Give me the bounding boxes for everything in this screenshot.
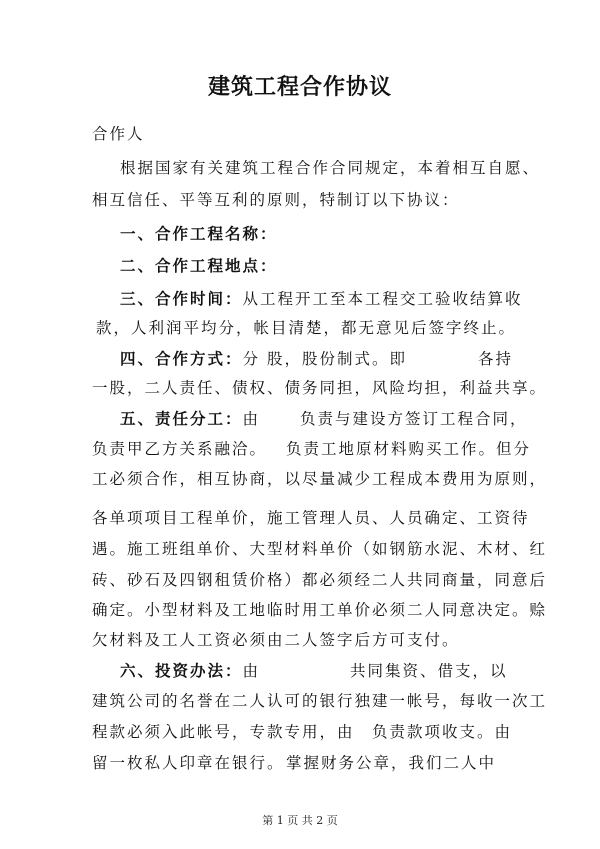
section-3-line-2: 款，人利润平均分，帐目清楚，都无意见后签字终止。 [96,319,517,337]
intro-line-1: 根据国家有关建筑工程合作合同规定，本着相互自愿、 [120,159,541,177]
section-5-text-1a: 由 [242,410,261,428]
section-5-line-5: 遇。施工班组单价、大型材料单价（如钢筋水泥、木材、红 [92,540,548,558]
intro-line-2: 相互信任、平等互利的原则，特制订以下协议： [92,191,460,209]
section-3-text-1: 从工程开工至本工程交工验收结算收 [242,290,523,308]
section-2-label: 二、合作工程地点： [120,256,278,275]
section-6-text-3a: 程款必须入此帐号，专款专用，由 [92,723,355,741]
section-6-line-1 [120,661,260,681]
section-6-text-1b: 共同集资、借支，以 [350,662,508,680]
page-number: 第 1 页 共 2 页 [262,814,338,827]
section-3-label: 三、合作时间： [120,289,243,308]
section-3-line-1 [120,289,523,309]
section-5-line-4: 各单项项目工程单价，施工管理人员、人员确定、工资待 [92,509,530,527]
party-label: 合作人 [92,125,145,143]
section-5-text-1b: 负责与建设方签订工程合同， [300,410,528,428]
section-1-label: 一、合作工程名称： [120,224,278,243]
section-5-label: 五、责任分工： [120,409,243,428]
section-6-text-3b: 负责款项收支。由 [372,723,513,741]
section-5-line-7: 确定。小型材料及工地临时用工单价必须二人同意决定。赊 [92,601,548,619]
section-5-text-2b: 负责工地原材料购买工作。但分 [286,440,532,458]
section-5-line-6: 砖、砂石及四钢租赁价格）都必须经二人共同商量，同意后 [92,571,548,589]
section-6-label: 六、投资办法： [120,661,243,680]
section-4-line-2: 一股，二人责任、债权、债务同担，风险均担，利益共享。 [92,379,548,397]
section-4-text-1a: 分 股，股份制式。即 [242,350,407,368]
document-title: 建筑工程合作协议 [207,74,392,100]
section-4-label: 四、合作方式： [120,349,243,368]
section-6-text-4b: 掌握财务公章，我们二人中 [286,754,497,772]
section-5-line-3: 工必须合作，相互协商，以尽量减少工程成本费用为原则， [92,470,548,488]
section-5-text-2a: 负责甲乙方关系融洽。 [92,440,268,458]
section-6-line-2: 建筑公司的名誉在二人认可的银行独建一帐号，每收一次工 [92,692,548,710]
section-4-text-1b: 各持 [478,350,514,368]
section-6-text-1a: 由 [242,662,261,680]
section-5-line-1 [120,409,260,429]
section-5-line-8: 欠材料及工人工资必须由二人签字后方可支付。 [92,631,460,649]
section-4-line-1 [120,349,407,369]
section-6-text-4a: 留一枚私人印章在银行。 [92,754,285,772]
